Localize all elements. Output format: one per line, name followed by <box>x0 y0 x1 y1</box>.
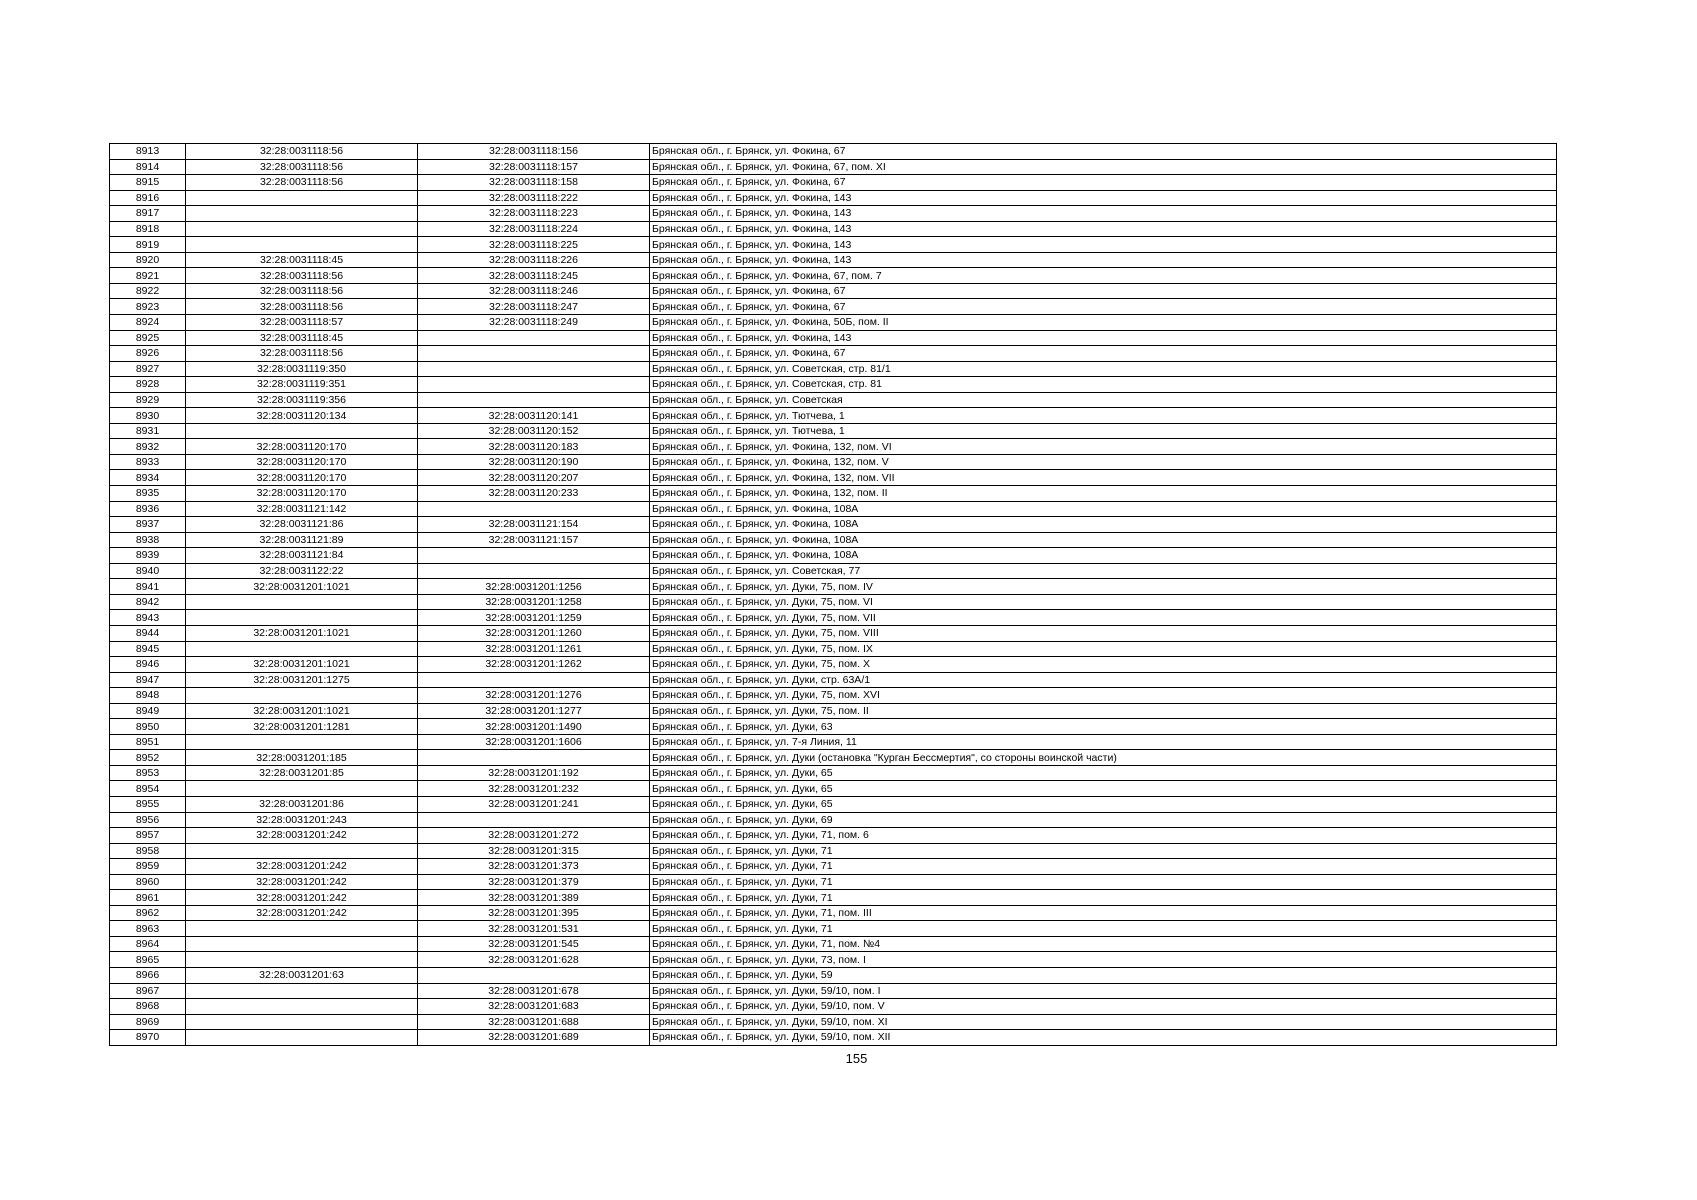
land-parcel-number-cell: 32:28:0031118:56 <box>186 283 418 299</box>
row-number-cell: 8966 <box>110 967 186 983</box>
land-parcel-number-cell: 32:28:0031201:242 <box>186 859 418 875</box>
object-number-cell: 32:28:0031201:1258 <box>418 594 650 610</box>
land-parcel-number-cell: 32:28:0031120:134 <box>186 408 418 424</box>
table-row <box>110 454 1557 470</box>
page-number: 155 <box>845 1051 868 1066</box>
row-number-cell: 8961 <box>110 890 186 906</box>
address-cell: Брянская обл., г. Брянск, ул. Фокина, 143 <box>650 221 1557 237</box>
address-cell: Брянская обл., г. Брянск, ул. Дуки (остановка "Курган Бессмертия", со стороны воинской части) <box>650 750 1557 766</box>
land-parcel-number-cell: 32:28:0031118:56 <box>186 144 418 160</box>
address-cell: Брянская обл., г. Брянск, ул. Фокина, 132, пом. VI <box>650 439 1557 455</box>
address-cell: Брянская обл., г. Брянск, ул. Дуки, 75, пом. X <box>650 657 1557 673</box>
row-number-cell: 8924 <box>110 315 186 331</box>
object-number-cell: 32:28:0031201:531 <box>418 921 650 937</box>
table-row <box>110 159 1557 175</box>
object-number-cell <box>418 392 650 408</box>
object-number-cell: 32:28:0031201:545 <box>418 936 650 952</box>
address-cell: Брянская обл., г. Брянск, ул. Фокина, 108А <box>650 517 1557 533</box>
land-parcel-number-cell: 32:28:0031119:351 <box>186 377 418 393</box>
table-row <box>110 579 1557 595</box>
row-number-cell: 8954 <box>110 781 186 797</box>
object-number-cell: 32:28:0031201:1259 <box>418 610 650 626</box>
row-number-cell: 8942 <box>110 594 186 610</box>
object-number-cell: 32:28:0031201:395 <box>418 905 650 921</box>
land-parcel-number-cell <box>186 206 418 222</box>
address-cell: Брянская обл., г. Брянск, ул. Дуки, 75, пом. II <box>650 703 1557 719</box>
object-number-cell: 32:28:0031201:1262 <box>418 657 650 673</box>
land-parcel-number-cell <box>186 221 418 237</box>
land-parcel-number-cell: 32:28:0031118:56 <box>186 346 418 362</box>
land-parcel-number-cell: 32:28:0031201:242 <box>186 828 418 844</box>
table-row <box>110 517 1557 533</box>
land-parcel-number-cell: 32:28:0031201:243 <box>186 812 418 828</box>
land-parcel-number-cell <box>186 594 418 610</box>
row-number-cell: 8965 <box>110 952 186 968</box>
object-number-cell: 32:28:0031120:183 <box>418 439 650 455</box>
table-row <box>110 470 1557 486</box>
row-number-cell: 8922 <box>110 283 186 299</box>
row-number-cell: 8955 <box>110 796 186 812</box>
address-cell: Брянская обл., г. Брянск, ул. Фокина, 143 <box>650 190 1557 206</box>
address-cell: Брянская обл., г. Брянск, ул. Дуки, 75, пом. VIII <box>650 625 1557 641</box>
object-number-cell: 32:28:0031201:1606 <box>418 734 650 750</box>
address-cell: Брянская обл., г. Брянск, ул. Дуки, 73, пом. I <box>650 952 1557 968</box>
address-cell: Брянская обл., г. Брянск, ул. Дуки, 69 <box>650 812 1557 828</box>
object-number-cell <box>418 563 650 579</box>
address-cell: Брянская обл., г. Брянск, ул. Тютчева, 1 <box>650 423 1557 439</box>
land-parcel-number-cell: 32:28:0031121:86 <box>186 517 418 533</box>
table-row <box>110 563 1557 579</box>
row-number-cell: 8963 <box>110 921 186 937</box>
land-parcel-number-cell <box>186 1030 418 1046</box>
row-number-cell: 8930 <box>110 408 186 424</box>
row-number-cell: 8929 <box>110 392 186 408</box>
object-number-cell: 32:28:0031118:222 <box>418 190 650 206</box>
land-parcel-number-cell: 32:28:0031118:57 <box>186 315 418 331</box>
object-number-cell: 32:28:0031118:247 <box>418 299 650 315</box>
address-cell: Брянская обл., г. Брянск, ул. Советская, стр. 81 <box>650 377 1557 393</box>
table-row <box>110 268 1557 284</box>
address-cell: Брянская обл., г. Брянск, ул. Фокина, 132, пом. II <box>650 486 1557 502</box>
address-cell: Брянская обл., г. Брянск, ул. Дуки, 75, пом. VI <box>650 594 1557 610</box>
object-number-cell: 32:28:0031121:157 <box>418 532 650 548</box>
land-parcel-number-cell: 32:28:0031201:1021 <box>186 703 418 719</box>
row-number-cell: 8935 <box>110 486 186 502</box>
address-cell: Брянская обл., г. Брянск, ул. Дуки, стр. 63А/1 <box>650 672 1557 688</box>
table-row <box>110 796 1557 812</box>
object-number-cell: 32:28:0031201:628 <box>418 952 650 968</box>
table-row <box>110 206 1557 222</box>
table-row <box>110 641 1557 657</box>
address-cell: Брянская обл., г. Брянск, ул. 7-я Линия, 11 <box>650 734 1557 750</box>
address-cell: Брянская обл., г. Брянск, ул. Фокина, 132, пом. VII <box>650 470 1557 486</box>
table-row <box>110 765 1557 781</box>
address-cell: Брянская обл., г. Брянск, ул. Фокина, 67 <box>650 144 1557 160</box>
object-number-cell: 32:28:0031201:1256 <box>418 579 650 595</box>
object-number-cell: 32:28:0031118:226 <box>418 252 650 268</box>
land-parcel-number-cell <box>186 921 418 937</box>
row-number-cell: 8940 <box>110 563 186 579</box>
row-number-cell: 8934 <box>110 470 186 486</box>
land-parcel-number-cell <box>186 734 418 750</box>
table-row <box>110 439 1557 455</box>
address-cell: Брянская обл., г. Брянск, ул. Дуки, 71 <box>650 921 1557 937</box>
object-number-cell: 32:28:0031118:249 <box>418 315 650 331</box>
row-number-cell: 8923 <box>110 299 186 315</box>
land-parcel-number-cell: 32:28:0031201:1021 <box>186 625 418 641</box>
table-row <box>110 983 1557 999</box>
table-row <box>110 781 1557 797</box>
table-row <box>110 688 1557 704</box>
object-number-cell: 32:28:0031118:156 <box>418 144 650 160</box>
address-cell: Брянская обл., г. Брянск, ул. Дуки, 71 <box>650 843 1557 859</box>
address-cell: Брянская обл., г. Брянск, ул. Дуки, 59/10, пом. XII <box>650 1030 1557 1046</box>
table-row <box>110 237 1557 253</box>
row-number-cell: 8914 <box>110 159 186 175</box>
land-parcel-number-cell <box>186 237 418 253</box>
row-number-cell: 8933 <box>110 454 186 470</box>
row-number-cell: 8926 <box>110 346 186 362</box>
object-number-cell: 32:28:0031118:225 <box>418 237 650 253</box>
row-number-cell: 8946 <box>110 657 186 673</box>
address-cell: Брянская обл., г. Брянск, ул. Фокина, 67 <box>650 346 1557 362</box>
land-parcel-number-cell: 32:28:0031201:1281 <box>186 719 418 735</box>
table-row <box>110 734 1557 750</box>
object-number-cell: 32:28:0031201:241 <box>418 796 650 812</box>
address-cell: Брянская обл., г. Брянск, ул. Фокина, 108А <box>650 501 1557 517</box>
object-number-cell: 32:28:0031120:141 <box>418 408 650 424</box>
table-row <box>110 190 1557 206</box>
table-row <box>110 999 1557 1015</box>
table-row <box>110 299 1557 315</box>
land-parcel-number-cell: 32:28:0031118:45 <box>186 252 418 268</box>
object-number-cell: 32:28:0031201:683 <box>418 999 650 1015</box>
row-number-cell: 8916 <box>110 190 186 206</box>
land-parcel-number-cell <box>186 190 418 206</box>
object-number-cell: 32:28:0031201:678 <box>418 983 650 999</box>
land-parcel-number-cell: 32:28:0031201:1021 <box>186 657 418 673</box>
row-number-cell: 8944 <box>110 625 186 641</box>
land-parcel-number-cell: 32:28:0031121:84 <box>186 548 418 564</box>
row-number-cell: 8948 <box>110 688 186 704</box>
land-parcel-number-cell: 32:28:0031201:242 <box>186 890 418 906</box>
table-row <box>110 672 1557 688</box>
land-parcel-number-cell <box>186 688 418 704</box>
table-row <box>110 175 1557 191</box>
table-row <box>110 315 1557 331</box>
table-row <box>110 283 1557 299</box>
address-cell: Брянская обл., г. Брянск, ул. Дуки, 75, пом. VII <box>650 610 1557 626</box>
land-parcel-number-cell <box>186 641 418 657</box>
address-cell: Брянская обл., г. Брянск, ул. Фокина, 67 <box>650 283 1557 299</box>
land-parcel-number-cell: 32:28:0031119:356 <box>186 392 418 408</box>
row-number-cell: 8915 <box>110 175 186 191</box>
row-number-cell: 8931 <box>110 423 186 439</box>
object-number-cell: 32:28:0031201:315 <box>418 843 650 859</box>
object-number-cell: 32:28:0031201:1490 <box>418 719 650 735</box>
address-cell: Брянская обл., г. Брянск, ул. Дуки, 59/10, пом. V <box>650 999 1557 1015</box>
land-parcel-number-cell: 32:28:0031120:170 <box>186 454 418 470</box>
land-parcel-number-cell: 32:28:0031121:142 <box>186 501 418 517</box>
row-number-cell: 8921 <box>110 268 186 284</box>
table-row <box>110 532 1557 548</box>
table-row <box>110 1030 1557 1046</box>
object-number-cell <box>418 346 650 362</box>
row-number-cell: 8947 <box>110 672 186 688</box>
land-parcel-number-cell: 32:28:0031118:56 <box>186 175 418 191</box>
object-number-cell: 32:28:0031201:1261 <box>418 641 650 657</box>
object-number-cell: 32:28:0031120:233 <box>418 486 650 502</box>
object-number-cell: 32:28:0031118:157 <box>418 159 650 175</box>
row-number-cell: 8943 <box>110 610 186 626</box>
row-number-cell: 8962 <box>110 905 186 921</box>
object-number-cell: 32:28:0031201:1277 <box>418 703 650 719</box>
land-parcel-number-cell: 32:28:0031118:56 <box>186 159 418 175</box>
address-cell: Брянская обл., г. Брянск, ул. Фокина, 143 <box>650 237 1557 253</box>
land-parcel-number-cell <box>186 999 418 1015</box>
land-parcel-number-cell: 32:28:0031119:350 <box>186 361 418 377</box>
address-cell: Брянская обл., г. Брянск, ул. Советская, стр. 81/1 <box>650 361 1557 377</box>
object-number-cell: 32:28:0031201:379 <box>418 874 650 890</box>
land-parcel-number-cell: 32:28:0031120:170 <box>186 470 418 486</box>
row-number-cell: 8927 <box>110 361 186 377</box>
table-row <box>110 548 1557 564</box>
table-row <box>110 346 1557 362</box>
row-number-cell: 8919 <box>110 237 186 253</box>
address-cell: Брянская обл., г. Брянск, ул. Дуки, 75, пом. XVI <box>650 688 1557 704</box>
land-parcel-number-cell: 32:28:0031201:1275 <box>186 672 418 688</box>
land-parcel-number-cell <box>186 983 418 999</box>
row-number-cell: 8937 <box>110 517 186 533</box>
row-number-cell: 8928 <box>110 377 186 393</box>
table-row <box>110 361 1557 377</box>
table-row <box>110 408 1557 424</box>
address-cell: Брянская обл., г. Брянск, ул. Дуки, 75, пом. IX <box>650 641 1557 657</box>
address-cell: Брянская обл., г. Брянск, ул. Дуки, 65 <box>650 765 1557 781</box>
table-row <box>110 843 1557 859</box>
registry-table <box>109 143 1557 1046</box>
row-number-cell: 8939 <box>110 548 186 564</box>
address-cell: Брянская обл., г. Брянск, ул. Дуки, 71 <box>650 859 1557 875</box>
object-number-cell <box>418 361 650 377</box>
address-cell: Брянская обл., г. Брянск, ул. Дуки, 59/10, пом. I <box>650 983 1557 999</box>
land-parcel-number-cell: 32:28:0031120:170 <box>186 439 418 455</box>
object-number-cell: 32:28:0031201:192 <box>418 765 650 781</box>
row-number-cell: 8938 <box>110 532 186 548</box>
address-cell: Брянская обл., г. Брянск, ул. Фокина, 132, пом. V <box>650 454 1557 470</box>
row-number-cell: 8968 <box>110 999 186 1015</box>
row-number-cell: 8918 <box>110 221 186 237</box>
address-cell: Брянская обл., г. Брянск, ул. Тютчева, 1 <box>650 408 1557 424</box>
row-number-cell: 8959 <box>110 859 186 875</box>
land-parcel-number-cell: 32:28:0031118:56 <box>186 268 418 284</box>
address-cell: Брянская обл., г. Брянск, ул. Фокина, 143 <box>650 206 1557 222</box>
row-number-cell: 8945 <box>110 641 186 657</box>
object-number-cell: 32:28:0031201:1260 <box>418 625 650 641</box>
table-row <box>110 252 1557 268</box>
table-row <box>110 890 1557 906</box>
land-parcel-number-cell: 32:28:0031201:63 <box>186 967 418 983</box>
address-cell: Брянская обл., г. Брянск, ул. Советская <box>650 392 1557 408</box>
object-number-cell <box>418 377 650 393</box>
land-parcel-number-cell <box>186 610 418 626</box>
table-row <box>110 144 1557 160</box>
table-row <box>110 392 1557 408</box>
table-row <box>110 330 1557 346</box>
table-row <box>110 501 1557 517</box>
row-number-cell: 8952 <box>110 750 186 766</box>
table-row <box>110 423 1557 439</box>
row-number-cell: 8920 <box>110 252 186 268</box>
address-cell: Брянская обл., г. Брянск, ул. Фокина, 67, пом. 7 <box>650 268 1557 284</box>
table-row <box>110 967 1557 983</box>
address-cell: Брянская обл., г. Брянск, ул. Фокина, 67 <box>650 175 1557 191</box>
address-cell: Брянская обл., г. Брянск, ул. Дуки, 59/10, пом. XI <box>650 1014 1557 1030</box>
land-parcel-number-cell <box>186 952 418 968</box>
address-cell: Брянская обл., г. Брянск, ул. Дуки, 71 <box>650 874 1557 890</box>
object-number-cell <box>418 330 650 346</box>
row-number-cell: 8957 <box>110 828 186 844</box>
address-cell: Брянская обл., г. Брянск, ул. Фокина, 143 <box>650 330 1557 346</box>
table-row <box>110 750 1557 766</box>
row-number-cell: 8941 <box>110 579 186 595</box>
row-number-cell: 8953 <box>110 765 186 781</box>
object-number-cell: 32:28:0031118:245 <box>418 268 650 284</box>
row-number-cell: 8964 <box>110 936 186 952</box>
row-number-cell: 8913 <box>110 144 186 160</box>
row-number-cell: 8956 <box>110 812 186 828</box>
object-number-cell: 32:28:0031118:224 <box>418 221 650 237</box>
object-number-cell: 32:28:0031120:152 <box>418 423 650 439</box>
object-number-cell <box>418 548 650 564</box>
address-cell: Брянская обл., г. Брянск, ул. Фокина, 50Б, пом. II <box>650 315 1557 331</box>
object-number-cell: 32:28:0031120:190 <box>418 454 650 470</box>
land-parcel-number-cell <box>186 843 418 859</box>
address-cell: Брянская обл., г. Брянск, ул. Дуки, 71 <box>650 890 1557 906</box>
object-number-cell: 32:28:0031118:158 <box>418 175 650 191</box>
row-number-cell: 8951 <box>110 734 186 750</box>
object-number-cell <box>418 812 650 828</box>
object-number-cell: 32:28:0031118:246 <box>418 283 650 299</box>
land-parcel-number-cell <box>186 1014 418 1030</box>
object-number-cell: 32:28:0031201:389 <box>418 890 650 906</box>
address-cell: Брянская обл., г. Брянск, ул. Дуки, 71, пом. III <box>650 905 1557 921</box>
table-row <box>110 812 1557 828</box>
row-number-cell: 8967 <box>110 983 186 999</box>
address-cell: Брянская обл., г. Брянск, ул. Дуки, 75, пом. IV <box>650 579 1557 595</box>
table-row <box>110 921 1557 937</box>
row-number-cell: 8960 <box>110 874 186 890</box>
table-row <box>110 486 1557 502</box>
address-cell: Брянская обл., г. Брянск, ул. Фокина, 108А <box>650 532 1557 548</box>
address-cell: Брянская обл., г. Брянск, ул. Дуки, 71, пом. №4 <box>650 936 1557 952</box>
object-number-cell: 32:28:0031120:207 <box>418 470 650 486</box>
address-cell: Брянская обл., г. Брянск, ул. Дуки, 63 <box>650 719 1557 735</box>
land-parcel-number-cell: 32:28:0031120:170 <box>186 486 418 502</box>
object-number-cell <box>418 750 650 766</box>
object-number-cell: 32:28:0031201:272 <box>418 828 650 844</box>
row-number-cell: 8936 <box>110 501 186 517</box>
address-cell: Брянская обл., г. Брянск, ул. Дуки, 65 <box>650 796 1557 812</box>
row-number-cell: 8932 <box>110 439 186 455</box>
land-parcel-number-cell: 32:28:0031201:85 <box>186 765 418 781</box>
row-number-cell: 8950 <box>110 719 186 735</box>
address-cell: Брянская обл., г. Брянск, ул. Дуки, 65 <box>650 781 1557 797</box>
table-row <box>110 610 1557 626</box>
row-number-cell: 8970 <box>110 1030 186 1046</box>
table-row <box>110 377 1557 393</box>
table-row <box>110 874 1557 890</box>
address-cell: Брянская обл., г. Брянск, ул. Советская, 77 <box>650 563 1557 579</box>
row-number-cell: 8969 <box>110 1014 186 1030</box>
land-parcel-number-cell: 32:28:0031201:242 <box>186 905 418 921</box>
row-number-cell: 8958 <box>110 843 186 859</box>
row-number-cell: 8949 <box>110 703 186 719</box>
table-row <box>110 936 1557 952</box>
address-cell: Брянская обл., г. Брянск, ул. Фокина, 143 <box>650 252 1557 268</box>
land-parcel-number-cell: 32:28:0031121:89 <box>186 532 418 548</box>
object-number-cell: 32:28:0031118:223 <box>418 206 650 222</box>
object-number-cell: 32:28:0031201:373 <box>418 859 650 875</box>
table-row <box>110 657 1557 673</box>
registry-table-body <box>110 144 1557 1046</box>
object-number-cell <box>418 967 650 983</box>
land-parcel-number-cell <box>186 781 418 797</box>
row-number-cell: 8917 <box>110 206 186 222</box>
object-number-cell <box>418 501 650 517</box>
table-row <box>110 221 1557 237</box>
land-parcel-number-cell: 32:28:0031201:1021 <box>186 579 418 595</box>
object-number-cell: 32:28:0031121:154 <box>418 517 650 533</box>
address-cell: Брянская обл., г. Брянск, ул. Фокина, 67 <box>650 299 1557 315</box>
object-number-cell <box>418 672 650 688</box>
table-row <box>110 703 1557 719</box>
address-cell: Брянская обл., г. Брянск, ул. Фокина, 67, пом. XI <box>650 159 1557 175</box>
land-parcel-number-cell: 32:28:0031118:56 <box>186 299 418 315</box>
land-parcel-number-cell <box>186 423 418 439</box>
object-number-cell: 32:28:0031201:1276 <box>418 688 650 704</box>
table-row <box>110 625 1557 641</box>
table-row <box>110 859 1557 875</box>
table-row <box>110 828 1557 844</box>
row-number-cell: 8925 <box>110 330 186 346</box>
address-cell: Брянская обл., г. Брянск, ул. Фокина, 108А <box>650 548 1557 564</box>
land-parcel-number-cell: 32:28:0031118:45 <box>186 330 418 346</box>
table-row <box>110 594 1557 610</box>
object-number-cell: 32:28:0031201:689 <box>418 1030 650 1046</box>
table-row <box>110 1014 1557 1030</box>
object-number-cell: 32:28:0031201:688 <box>418 1014 650 1030</box>
table-row <box>110 719 1557 735</box>
land-parcel-number-cell <box>186 936 418 952</box>
object-number-cell: 32:28:0031201:232 <box>418 781 650 797</box>
land-parcel-number-cell: 32:28:0031122:22 <box>186 563 418 579</box>
table-row <box>110 905 1557 921</box>
land-parcel-number-cell: 32:28:0031201:86 <box>186 796 418 812</box>
address-cell: Брянская обл., г. Брянск, ул. Дуки, 59 <box>650 967 1557 983</box>
land-parcel-number-cell: 32:28:0031201:185 <box>186 750 418 766</box>
address-cell: Брянская обл., г. Брянск, ул. Дуки, 71, пом. 6 <box>650 828 1557 844</box>
land-parcel-number-cell: 32:28:0031201:242 <box>186 874 418 890</box>
table-row <box>110 952 1557 968</box>
